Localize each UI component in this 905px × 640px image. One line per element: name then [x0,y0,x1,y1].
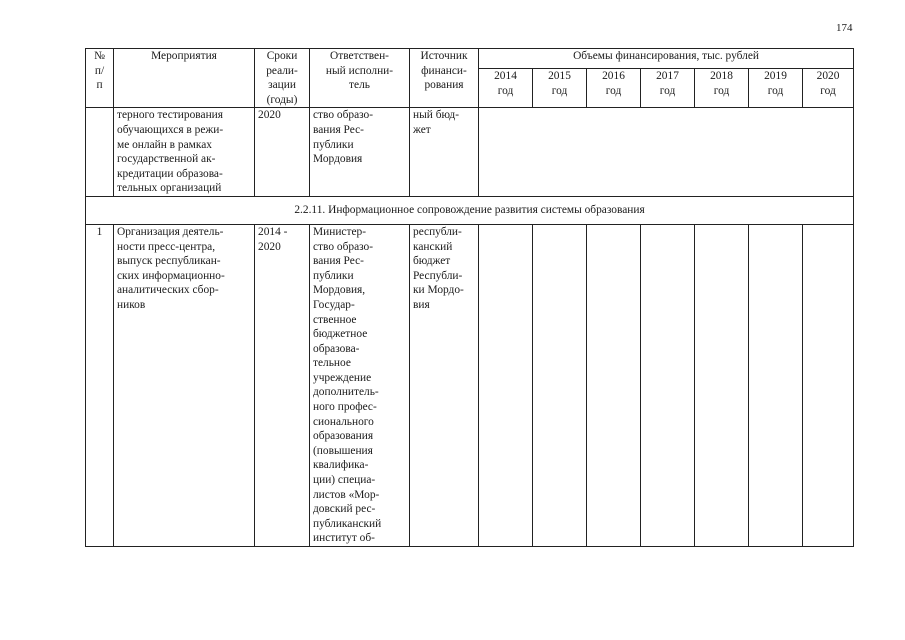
cell-event: терного тестирования обучающихся в режи- ме онлайн в рамках государственной ак- кредитации образова- тельных организаций [114,108,255,197]
cell-source: ный бюд- жет [410,108,479,197]
header-year-2016: 2016 год [587,69,641,108]
header-year-2017: 2017 год [641,69,695,108]
header-funding: Объемы финансирования, тыс. рублей [479,49,854,69]
cell-year-2015 [533,224,587,546]
header-responsible: Ответствен- ный исполни- тель [310,49,410,108]
header-year-2015: 2015 год [533,69,587,108]
cell-number: 1 [86,224,114,546]
section-row [86,196,854,224]
cell-year-2019 [749,224,803,546]
cell-event: Организация деятель- ности пресс-центра, выпуск республикан- ских информационно- аналитических сбор- ников [114,224,255,546]
header-term: Сроки реали- зации (годы) [255,49,310,108]
header-number: № п/ п [86,49,114,108]
header-source: Источник финанси- рования [410,49,479,108]
cell-term: 2020 [255,108,310,197]
cell-term: 2014 - 2020 [255,224,310,546]
header-year-2014: 2014 год [479,69,533,108]
header-row [86,49,854,69]
cell-responsible: ство образо- вания Рес- публики Мордовия [310,108,410,197]
cell-year-2014 [479,224,533,546]
cell-year-2018 [695,224,749,546]
cell-funding-empty [479,108,854,197]
cell-number [86,108,114,197]
cell-year-2020 [803,224,854,546]
header-year-2020: 2020 год [803,69,854,108]
cell-year-2017 [641,224,695,546]
header-year-2018: 2018 год [695,69,749,108]
financing-table [85,48,854,547]
section-title: 2.2.11. Информационное сопровождение развития системы образования [86,196,854,224]
page-number: 174 [836,22,853,34]
cell-responsible: Министер- ство образо- вания Рес- публики Мордовия, Государ- ственное бюджетное образова- тельное учреждение дополнитель- ного профес- сионального образования (повышения квалифика- ции) специа- листов «Мор- довский рес- публиканский институт об- [310,224,410,546]
header-event: Мероприятия [114,49,255,108]
table-row-1 [86,224,854,546]
table-row-continuation [86,108,854,197]
cell-year-2016 [587,224,641,546]
cell-source: республи- канский бюджет Республи- ки Мордо- вия [410,224,479,546]
header-year-2019: 2019 год [749,69,803,108]
